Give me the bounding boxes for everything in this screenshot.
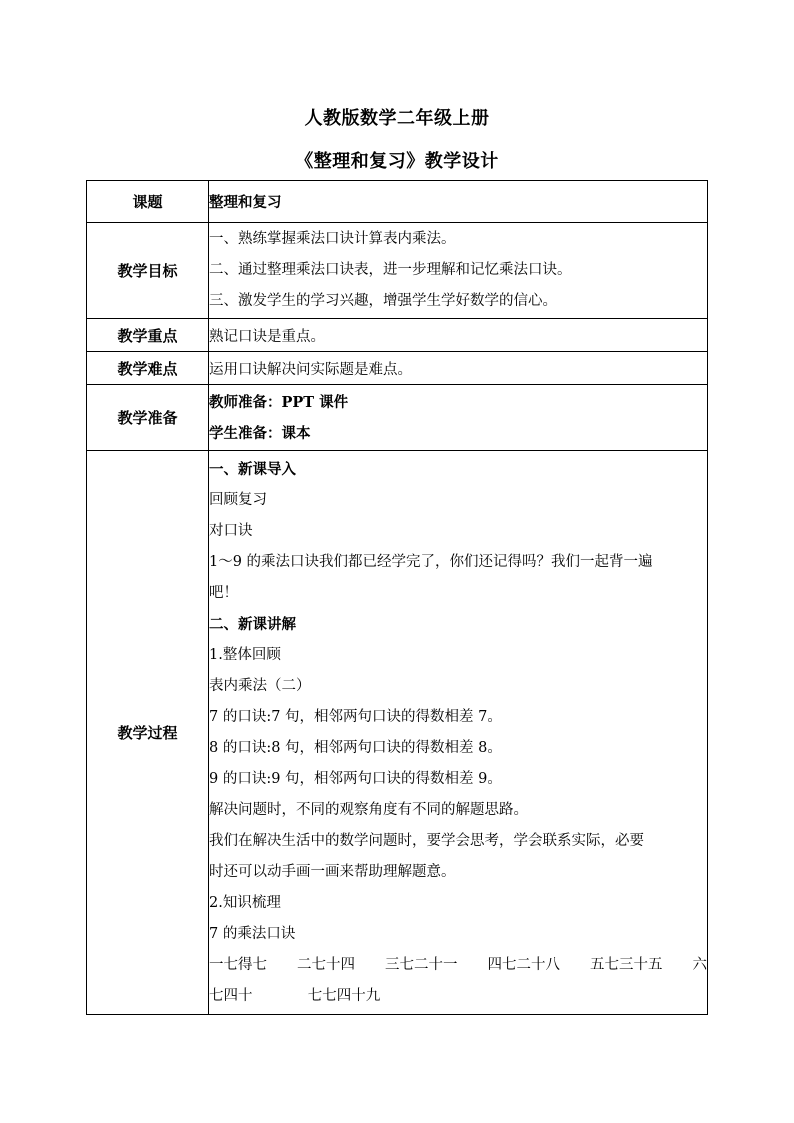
process-line: 对口诀 [209, 522, 253, 539]
difficulty-value: 运用口诀解决问实际题是难点。 [209, 352, 708, 385]
process-line: 8 的口诀:8 句，相邻两句口诀的得数相差 8。 [209, 739, 502, 756]
objective-item: 二、通过整理乘法口诀表，进一步理解和记忆乘法口诀。 [209, 262, 572, 278]
row-objectives [87, 223, 708, 319]
objectives-value [209, 223, 708, 319]
koujue-row [209, 981, 707, 1012]
objective-item: 一、熟练掌握乘法口诀计算表内乘法。 [209, 231, 456, 247]
difficulty-label: 教学难点 [87, 352, 209, 385]
section-heading: 一、新课导入 [209, 460, 296, 478]
row-key-point [87, 319, 708, 352]
process-line: 7 的乘法口诀 [209, 925, 296, 942]
process-line: 时还可以动手画一画来帮助理解题意。 [209, 863, 456, 880]
topic-value [209, 181, 708, 223]
objectives-label: 教学目标 [87, 223, 209, 319]
koujue-item: 七四十 [209, 987, 253, 1004]
row-preparation [87, 385, 708, 451]
process-line: 解决问题时，不同的观察角度有不同的解题思路。 [209, 801, 528, 818]
preparation-label: 教学准备 [87, 385, 209, 451]
document-subtitle: 《整理和复习》教学设计 [295, 151, 499, 172]
row-topic [87, 181, 708, 223]
row-process [87, 451, 708, 1015]
koujue-item: 六 [692, 956, 707, 973]
process-line: 回顾复习 [209, 491, 267, 508]
process-line: 我们在解决生活中的数学问题时，要学会思考，学会联系实际，必要 [209, 832, 644, 849]
koujue-item: 三七二十一 [385, 956, 458, 973]
koujue-item: 一七得七 [209, 956, 267, 973]
teacher-preparation: 教师准备：PPT 课件 [209, 393, 349, 411]
koujue-item: 七七四十九 [307, 987, 381, 1004]
process-line: 1～9 的乘法口诀我们都已经学完了，你们还记得吗？我们一起背一遍 [209, 553, 653, 570]
objective-item: 三、激发学生的学习兴趣，增强学生学好数学的信心。 [209, 293, 557, 309]
section-heading: 二、新课讲解 [209, 615, 296, 633]
row-difficulty [87, 352, 708, 385]
koujue-item: 五七三十五 [590, 956, 663, 973]
preparation-value [209, 385, 708, 451]
process-line: 7 的口诀:7 句，相邻两句口诀的得数相差 7。 [209, 708, 502, 725]
student-preparation: 学生准备：课本 [209, 424, 311, 442]
lesson-plan-table [86, 180, 708, 1015]
process-line: 吧！ [209, 584, 238, 601]
koujue-item: 二七十四 [297, 956, 355, 973]
process-label: 教学过程 [87, 451, 209, 1015]
document-title: 人教版数学二年级上册 [304, 108, 490, 129]
koujue-item: 四七二十八 [487, 956, 560, 973]
koujue-row [209, 950, 707, 981]
key-point-label: 教学重点 [87, 319, 209, 352]
process-line: 表内乘法（二） [209, 677, 311, 694]
process-line: 1.整体回顾 [209, 646, 281, 663]
process-line: 9 的口诀:9 句，相邻两句口诀的得数相差 9。 [209, 770, 502, 787]
topic-text: 整理和复习 [209, 194, 282, 211]
process-value [209, 451, 708, 1015]
topic-label: 课题 [87, 181, 209, 223]
key-point-value: 熟记口诀是重点。 [209, 319, 708, 352]
process-line: 2.知识梳理 [209, 894, 281, 911]
